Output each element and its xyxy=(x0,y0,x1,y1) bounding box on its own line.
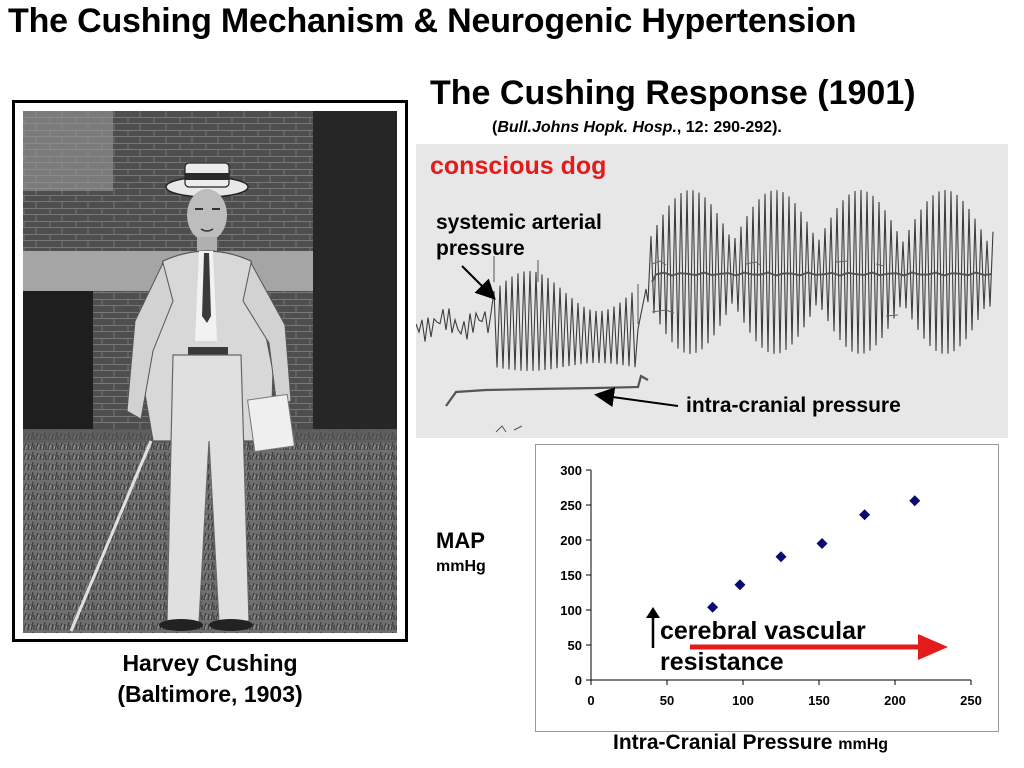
sap-label: systemic arterial pressure xyxy=(436,211,602,260)
x-axis-title: Intra-Cranial Pressure xyxy=(613,731,833,754)
x-axis-label xyxy=(613,731,888,755)
x-axis-unit: mmHg xyxy=(838,736,889,753)
x-tick-label: 100 xyxy=(732,693,754,708)
cvr-annotation-line1: cerebral vascular xyxy=(660,617,866,645)
x-tick-label: 150 xyxy=(808,693,830,708)
data-point xyxy=(859,509,870,520)
y-tick-label: 250 xyxy=(560,498,582,513)
condition-label: conscious dog xyxy=(430,152,607,180)
caption-place-date: (Baltimore, 1903) xyxy=(117,681,303,707)
y-tick-label: 50 xyxy=(567,638,582,653)
trace-heading: The Cushing Response (1901) xyxy=(430,74,916,112)
photo-caption xyxy=(40,648,380,710)
harvey-cushing-photo xyxy=(12,100,408,642)
x-tick-label: 50 xyxy=(659,693,675,708)
citation-open: ( xyxy=(492,119,498,136)
y-tick-label: 100 xyxy=(560,603,582,618)
icp-label: intra-cranial pressure xyxy=(686,394,901,417)
icp-trace xyxy=(446,376,648,406)
y-axis-unit: mmHg xyxy=(436,558,486,575)
data-point xyxy=(734,579,745,590)
caption-name: Harvey Cushing xyxy=(122,650,298,676)
citation xyxy=(492,119,782,137)
y-tick-label: 300 xyxy=(560,463,582,478)
x-tick-label: 250 xyxy=(960,693,982,708)
data-point xyxy=(707,602,718,613)
map-vs-icp-chart xyxy=(535,444,999,732)
y-tick-label: 200 xyxy=(560,533,582,548)
y-tick-label: 0 xyxy=(574,673,582,688)
page-title: The Cushing Mechanism & Neurogenic Hypertension xyxy=(8,2,857,40)
data-point xyxy=(909,495,920,506)
x-tick-label: 200 xyxy=(884,693,906,708)
data-point xyxy=(817,538,828,549)
cvr-annotation-line2: resistance xyxy=(660,648,784,676)
citation-volume-pages: , 12: 290-292). xyxy=(676,119,782,136)
data-point xyxy=(776,551,787,562)
citation-journal: Bull.Johns Hopk. Hosp. xyxy=(497,119,677,136)
y-axis-label: MAP xyxy=(436,528,485,553)
cvr-annotation xyxy=(660,616,866,678)
x-tick-label: 0 xyxy=(587,693,595,708)
y-tick-label: 150 xyxy=(560,568,582,583)
